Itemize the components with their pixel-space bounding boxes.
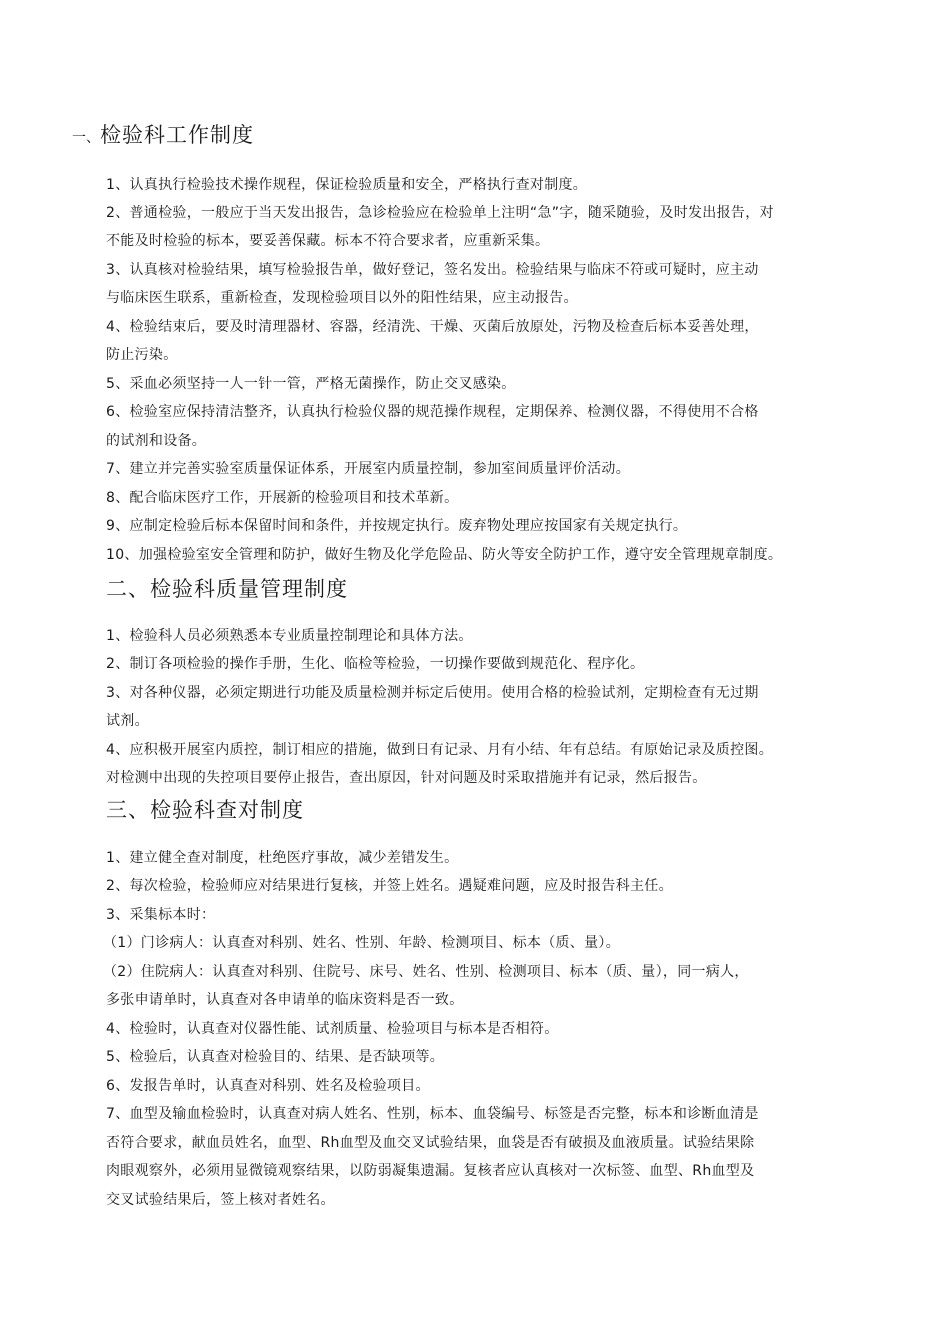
paragraph-line: 1、认真执行检验技术操作规程，保证检验质量和安全，严格执行查对制度。 (106, 177, 588, 193)
paragraph-line: 与临床医生联系，重新检查，发现检验项目以外的阳性结果，应主动报告。 (106, 290, 578, 306)
paragraph-line: 1、检验科人员必须熟悉本专业质量控制理论和具体方法。 (106, 628, 473, 644)
paragraph-line: 试剂。 (106, 713, 149, 729)
paragraph-line: 2、普通检验，一般应于当天发出报告，急诊检验应在检验单上注明“急”字，随采随验，及时发出报告，对 (106, 205, 774, 221)
paragraph-line: 1、建立健全查对制度，杜绝医疗事故，减少差错发生。 (106, 850, 459, 866)
paragraph-line: 肉眼观察外，必须用显微镜观察结果，以防弱凝集遗漏。复核者应认真核对一次标签、血型、Rh血型及 (106, 1163, 755, 1179)
section-2-title: 检验科质量管理制度 (150, 577, 348, 601)
paragraph-line: 8、配合临床医疗工作，开展新的检验项目和技术革新。 (106, 490, 459, 506)
paragraph-line: 5、采血必须坚持一人一针一管，严格无菌操作，防止交叉感染。 (106, 376, 516, 392)
paragraph-line: 2、每次检验，检验师应对结果进行复核，并签上姓名。遇疑难问题，应及时报告科主任。 (106, 878, 673, 894)
paragraph-line: 4、检验时，认真查对仪器性能、试剂质量、检验项目与标本是否相符。 (106, 1021, 559, 1037)
paragraph-line: 4、检验结束后，要及时清理器材、容器，经清洗、干燥、灭菌后放原处，污物及检查后标本妥善处理， (106, 319, 759, 335)
section-1-heading (72, 121, 254, 152)
paragraph-line: 3、采集标本时： (106, 907, 216, 923)
section-3-number: 三、 (106, 798, 150, 822)
paragraph-line: 3、对各种仪器，必须定期进行功能及质量检测并标定后使用。使用合格的检验试剂，定期检查有无过期 (106, 685, 759, 701)
paragraph-line: 交叉试验结果后，签上核对者姓名。 (106, 1192, 335, 1208)
paragraph-line: 的试剂和设备。 (106, 433, 207, 449)
section-3-title: 检验科查对制度 (150, 798, 304, 822)
paragraph-line: 7、血型及输血检验时，认真查对病人姓名、性别，标本、血袋编号、标签是否完整，标本和诊断血清是 (106, 1106, 759, 1122)
paragraph-line: 3、认真核对检验结果，填写检验报告单，做好登记，签名发出。检验结果与临床不符或可疑时，应主动 (106, 262, 759, 278)
paragraph-line: 多张申请单时，认真查对各申请单的临床资料是否一致。 (106, 992, 464, 1008)
section-1-number: 一、 (72, 130, 100, 146)
paragraph-line: 4、应积极开展室内质控，制订相应的措施，做到日有记录、月有小结、年有总结。有原始记录及质控图。 (106, 742, 774, 758)
section-3-heading (106, 796, 304, 824)
paragraph-line: 5、检验后，认真查对检验目的、结果、是否缺项等。 (106, 1049, 445, 1065)
paragraph-line: 9、应制定检验后标本保留时间和条件，并按规定执行。废弃物处理应按国家有关规定执行。 (106, 518, 688, 534)
paragraph-line: 对检测中出现的失控项目要停止报告，查出原因，针对问题及时采取措施并有记录，然后报告。 (106, 770, 707, 786)
section-1-title: 检验科工作制度 (100, 123, 254, 147)
paragraph-line: 否符合要求，献血员姓名，血型、Rh血型及血交叉试验结果，血袋是否有破损及血液质量。试验结果除 (106, 1135, 755, 1151)
section-2-heading (106, 575, 348, 603)
paragraph-line: 6、检验室应保持清洁整齐，认真执行检验仪器的规范操作规程，定期保养、检测仪器，不得使用不合格 (106, 404, 759, 420)
paragraph-line: 10、加强检验室安全管理和防护，做好生物及化学危险品、防火等安全防护工作，遵守安全管理规章制度。 (106, 547, 783, 563)
paragraph-line: 防止污染。 (106, 347, 178, 363)
paragraph-line: 6、发报告单时，认真查对科别、姓名及检验项目。 (106, 1078, 430, 1094)
paragraph-line: （1）门诊病人：认真查对科别、姓名、性别、年龄、检测项目、标本（质、量）。 (103, 935, 621, 951)
paragraph-line: 7、建立并完善实验室质量保证体系，开展室内质量控制，参加室间质量评价活动。 (106, 461, 631, 477)
paragraph-line: 2、制订各项检验的操作手册，生化、临检等检验，一切操作要做到规范化、程序化。 (106, 656, 645, 672)
section-2-number: 二、 (106, 577, 150, 601)
paragraph-line: （2）住院病人：认真查对科别、住院号、床号、姓名、性别、检测项目、标本（质、量），同一病人， (103, 964, 749, 980)
paragraph-line: 不能及时检验的标本，要妥善保藏。标本不符合要求者，应重新采集。 (106, 233, 550, 249)
